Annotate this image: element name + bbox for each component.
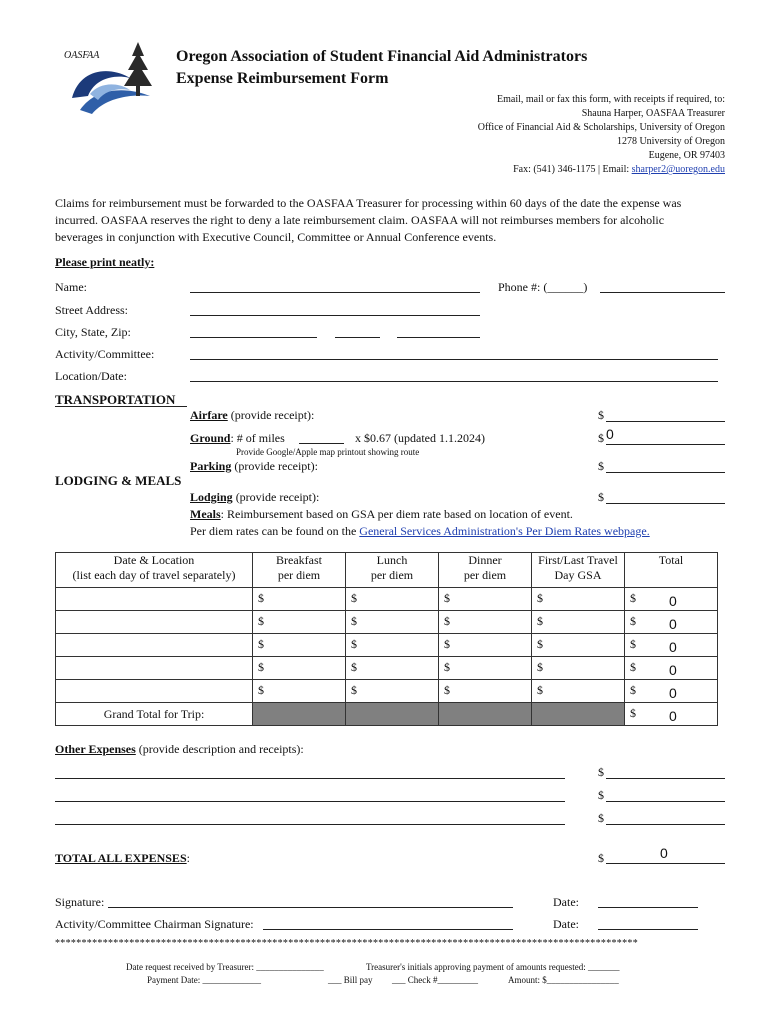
- received-by-treasurer: Date request received by Treasurer: _______________: [126, 962, 324, 972]
- parking-amount-field[interactable]: [606, 472, 725, 473]
- gsa-cell[interactable]: $: [532, 611, 625, 634]
- location-field[interactable]: [190, 381, 718, 382]
- grand-total-cell: $ 0: [625, 703, 718, 726]
- other-dollar: $: [598, 811, 604, 825]
- parking-row: [190, 459, 318, 474]
- address-line: Shauna Harper, OASFAA Treasurer: [581, 108, 725, 119]
- meals-label: Meals: [190, 507, 221, 521]
- date-location-cell[interactable]: [56, 588, 253, 611]
- city-label: City, State, Zip:: [55, 325, 131, 339]
- ground-row: [190, 431, 285, 446]
- name-label: Name:: [55, 280, 87, 294]
- print-neatly-heading: Please print neatly:: [55, 255, 155, 269]
- street-field[interactable]: [190, 315, 480, 316]
- signature-date-label: Date:: [553, 895, 579, 909]
- separator-stars: **************************************************************************************************************: [55, 938, 638, 949]
- header-first-last-gsa: First/Last Travel Day GSA: [532, 553, 625, 588]
- other-dollar: $: [598, 788, 604, 802]
- breakfast-cell[interactable]: $: [253, 657, 346, 680]
- parking-dollar: $: [598, 459, 604, 473]
- date-location-cell[interactable]: [56, 657, 253, 680]
- meals-row: [190, 507, 573, 522]
- name-field[interactable]: [190, 292, 480, 293]
- airfare-amount-field[interactable]: [606, 421, 725, 422]
- parking-label: Parking: [190, 459, 232, 473]
- address-line: Eugene, OR 97403: [648, 150, 725, 161]
- total-all-expenses-label: TOTAL ALL EXPENSES: [55, 851, 187, 865]
- airfare-label: Airfare: [190, 408, 228, 422]
- perdiem-text: Per diem rates can be found on the: [190, 524, 357, 538]
- date-location-cell[interactable]: [56, 680, 253, 703]
- mailing-address: [325, 93, 725, 177]
- address-line: 1278 University of Oregon: [616, 136, 725, 147]
- shaded-cell: [532, 703, 625, 726]
- airfare-row: [190, 408, 314, 423]
- row-total-value: 0: [669, 662, 677, 678]
- fax-email-line: [325, 163, 725, 177]
- lunch-cell[interactable]: $: [346, 611, 439, 634]
- intro-paragraph: [55, 195, 735, 246]
- ground-label: Ground: [190, 431, 231, 445]
- ground-subnote: Provide Google/Apple map printout showing route: [236, 447, 420, 457]
- ground-note: : # of miles: [230, 431, 285, 445]
- table-row: [56, 588, 718, 611]
- other-expense-amount-1[interactable]: [606, 778, 725, 779]
- date-location-cell[interactable]: [56, 634, 253, 657]
- dinner-cell[interactable]: $: [439, 588, 532, 611]
- table-row: [56, 657, 718, 680]
- other-expense-description-2[interactable]: [55, 801, 565, 802]
- lodging-label: Lodging: [190, 490, 233, 504]
- lodging-dollar: $: [598, 490, 604, 504]
- breakfast-cell[interactable]: $: [253, 588, 346, 611]
- transportation-heading: TRANSPORTATION: [55, 392, 176, 407]
- table-header-row: [56, 553, 718, 588]
- chair-signature-field[interactable]: [263, 929, 513, 930]
- dinner-cell[interactable]: $: [439, 634, 532, 657]
- dinner-cell[interactable]: $: [439, 611, 532, 634]
- shaded-cell: [253, 703, 346, 726]
- row-total-value: 0: [669, 593, 677, 609]
- other-expense-description-1[interactable]: [55, 778, 565, 779]
- form-title: Expense Reimbursement Form: [176, 70, 389, 87]
- intro-line: incurred. OASFAA reserves the right to deny a late reimbursement claim. OASFAA will not reimburses members for alcoholic: [55, 213, 665, 227]
- other-dollar: $: [598, 765, 604, 779]
- state-field[interactable]: [335, 337, 380, 338]
- row-total-value: 0: [669, 639, 677, 655]
- lunch-cell[interactable]: $: [346, 680, 439, 703]
- row-total-value: 0: [669, 616, 677, 632]
- other-expenses-row: [55, 742, 304, 757]
- transportation-underline: [55, 406, 187, 407]
- org-name: Oregon Association of Student Financial Aid Administrators: [176, 48, 588, 65]
- table-row: [56, 680, 718, 703]
- shaded-cell: [346, 703, 439, 726]
- bill-pay-option: ___ Bill pay: [328, 975, 373, 985]
- intro-line: beverages in conjunction with Executive Council, Committee or Annual Conference events.: [55, 230, 497, 244]
- address-line: Email, mail or fax this form, with receipts if required, to:: [497, 94, 725, 105]
- grand-total-row: [56, 703, 718, 726]
- dinner-cell[interactable]: $: [439, 680, 532, 703]
- row-total-value: 0: [669, 685, 677, 701]
- total-row: TOTAL ALL EXPENSES:: [55, 851, 190, 865]
- payment-amount: Amount: $________________: [508, 975, 619, 985]
- breakfast-cell[interactable]: $: [253, 611, 346, 634]
- meals-table: [55, 552, 718, 726]
- gsa-cell[interactable]: $: [532, 634, 625, 657]
- lodging-row: [190, 490, 319, 505]
- parking-note: (provide receipt):: [234, 459, 318, 473]
- gsa-perdiem-link[interactable]: General Services Administration's Per Diem Rates webpage.: [359, 524, 650, 538]
- check-option: ___ Check #_________: [392, 975, 478, 985]
- header-date-location: Date & Location (list each day of travel separately): [56, 553, 253, 588]
- row-total-cell: $ 0: [625, 588, 718, 611]
- lunch-cell[interactable]: $: [346, 634, 439, 657]
- phone-field[interactable]: [600, 292, 725, 293]
- ground-dollar: $: [598, 431, 604, 445]
- grand-total-label: Grand Total for Trip:: [56, 703, 253, 726]
- miles-field[interactable]: [299, 443, 344, 444]
- total-all-expenses-field[interactable]: [606, 863, 725, 864]
- activity-field[interactable]: [190, 359, 718, 360]
- perdiem-row: [190, 524, 650, 539]
- row-total-cell: $ 0: [625, 680, 718, 703]
- header-breakfast: Breakfast per diem: [253, 553, 346, 588]
- total-dollar: $: [598, 851, 604, 865]
- other-expense-amount-3[interactable]: [606, 824, 725, 825]
- other-expenses-heading: Other Expenses: [55, 742, 136, 756]
- street-label: Street Address:: [55, 303, 128, 317]
- treasurer-initials: Treasurer's initials approving payment of amounts requested: _______: [366, 962, 620, 972]
- chair-signature-label: Activity/Committee Chairman Signature:: [55, 917, 254, 931]
- ground-rate: x $0.67 (updated 1.1.2024): [355, 431, 485, 445]
- gsa-cell[interactable]: $: [532, 657, 625, 680]
- lunch-cell[interactable]: $: [346, 588, 439, 611]
- meals-note: : Reimbursement based on GSA per diem rate based on location of event.: [220, 507, 573, 521]
- breakfast-cell[interactable]: $: [253, 634, 346, 657]
- signature-field[interactable]: [108, 907, 513, 908]
- ground-amount-field[interactable]: [606, 444, 725, 445]
- address-line: Office of Financial Aid & Scholarships, University of Oregon: [477, 122, 725, 133]
- gsa-cell[interactable]: $: [532, 680, 625, 703]
- city-field[interactable]: [190, 337, 317, 338]
- signature-date-field[interactable]: [598, 907, 698, 908]
- airfare-dollar: $: [598, 408, 604, 422]
- breakfast-cell[interactable]: $: [253, 680, 346, 703]
- ground-amount-value: 0: [606, 426, 614, 442]
- chair-date-field[interactable]: [598, 929, 698, 930]
- shaded-cell: [439, 703, 532, 726]
- lunch-cell[interactable]: $: [346, 657, 439, 680]
- gsa-cell[interactable]: $: [532, 588, 625, 611]
- intro-line: Claims for reimbursement must be forwarded to the OASFAA Treasurer for processing within 60 days of the date the expense was: [55, 196, 682, 210]
- lodging-heading: LODGING & MEALS: [55, 473, 182, 488]
- grand-total-value: 0: [669, 708, 677, 724]
- header-total: Total: [625, 553, 718, 588]
- date-location-cell[interactable]: [56, 611, 253, 634]
- email-link[interactable]: sharper2@uoregon.edu: [631, 164, 725, 175]
- table-row: [56, 611, 718, 634]
- logo-text: OASFAA: [64, 50, 100, 61]
- payment-date: Payment Date: _____________: [147, 975, 261, 985]
- row-total-cell: $ 0: [625, 634, 718, 657]
- signature-label: Signature:: [55, 895, 105, 909]
- row-total-cell: $ 0: [625, 657, 718, 680]
- lodging-note: (provide receipt):: [235, 490, 320, 504]
- other-expense-amount-2[interactable]: [606, 801, 725, 802]
- other-expense-description-3[interactable]: [55, 824, 565, 825]
- fax-text: Fax: (541) 346-1175 | Email:: [513, 164, 630, 175]
- table-row: [56, 634, 718, 657]
- zip-field[interactable]: [397, 337, 480, 338]
- phone-label: Phone #: (______): [498, 280, 588, 294]
- header-dinner: Dinner per diem: [439, 553, 532, 588]
- chair-date-label: Date:: [553, 917, 579, 931]
- airfare-note: (provide receipt):: [230, 408, 315, 422]
- dinner-cell[interactable]: $: [439, 657, 532, 680]
- location-label: Location/Date:: [55, 369, 127, 383]
- activity-label: Activity/Committee:: [55, 347, 155, 361]
- total-all-expenses-value: 0: [660, 845, 668, 861]
- row-total-cell: $ 0: [625, 611, 718, 634]
- header-lunch: Lunch per diem: [346, 553, 439, 588]
- other-expenses-note: (provide description and receipts):: [138, 742, 304, 756]
- lodging-amount-field[interactable]: [606, 503, 725, 504]
